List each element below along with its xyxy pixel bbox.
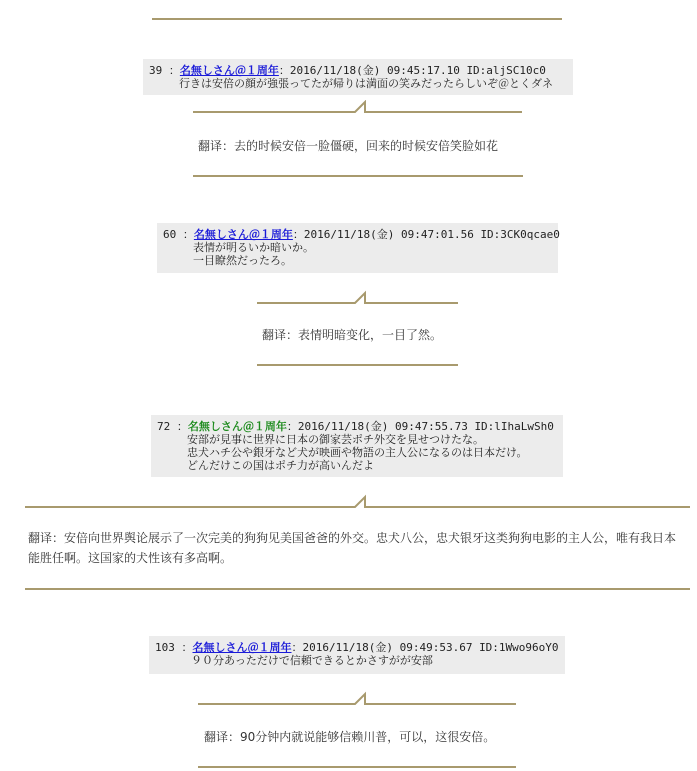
translation-text: 翻译：安倍向世界舆论展示了一次完美的狗狗见美国爸爸的外交。忠犬八公，忠犬银牙这类狗狗电影的主人公，唯有我日本能胜任啊。这国家的犬性该有多高啊。 xyxy=(28,531,677,565)
post-number: 72 ： xyxy=(157,420,188,433)
post-body-line: 一目瞭然だったろ。 xyxy=(193,254,292,267)
poster-name: 名無しさん＠１周年 xyxy=(187,420,287,433)
speech-divider xyxy=(0,290,697,310)
post-number: 39 ： xyxy=(149,64,180,77)
post-body-line: 行きは安倍の顔が強張ってたが帰りは満面の笑みだったらしいぞ＠とくダネ xyxy=(179,77,553,90)
translation-text: 翻译：去的时候安倍一脸僵硬，回来的时候安倍笑脸如花 xyxy=(198,139,499,153)
divider-top xyxy=(152,18,562,20)
post-number: 60 ： xyxy=(163,228,194,241)
divider xyxy=(25,588,690,590)
post-72 xyxy=(151,415,563,477)
speech-divider xyxy=(0,691,697,711)
post-body-line: どんだけこの国はポチ力が高いんだよ xyxy=(187,459,374,472)
speech-divider xyxy=(0,494,697,514)
post-number: 103 ： xyxy=(155,641,193,654)
post-103 xyxy=(149,636,565,674)
poster-name-link[interactable]: 名無しさん＠１周年 xyxy=(193,228,293,241)
post-body-line: 忠犬ハチ公や銀牙など犬が映画や物語の主人公になるのは日本だけ。 xyxy=(187,446,528,459)
divider-bottom xyxy=(198,766,516,768)
post-meta: ：2016/11/18(金) 09:47:55.73 ID:lIhaLwSh0 xyxy=(286,420,554,433)
translation-text: 翻译：表情明暗变化，一目了然。 xyxy=(262,328,443,342)
speech-divider xyxy=(0,100,697,120)
post-body-line: ９０分あっただけで信頼できるとかさすがが安部 xyxy=(191,654,433,667)
divider xyxy=(257,364,458,366)
post-body-line: 安部が見事に世界に日本の御家芸ポチ外交を見せつけたな。 xyxy=(187,433,484,446)
divider xyxy=(193,175,523,177)
translation-text: 翻译：90分钟内就说能够信赖川普，可以，这很安倍。 xyxy=(204,730,496,744)
post-39 xyxy=(143,59,573,95)
post-60 xyxy=(157,223,558,273)
post-meta: ：2016/11/18(金) 09:49:53.67 ID:1Wwo96oY0 xyxy=(291,641,559,654)
poster-name-link[interactable]: 名無しさん＠１周年 xyxy=(192,641,292,654)
post-meta: ：2016/11/18(金) 09:45:17.10 ID:aljSC10c0 xyxy=(278,64,546,77)
poster-name-link[interactable]: 名無しさん＠１周年 xyxy=(179,64,279,77)
post-meta: ：2016/11/18(金) 09:47:01.56 ID:3CK0qcae0 xyxy=(292,228,560,241)
post-body-line: 表情が明るいか暗いか。 xyxy=(193,241,314,254)
